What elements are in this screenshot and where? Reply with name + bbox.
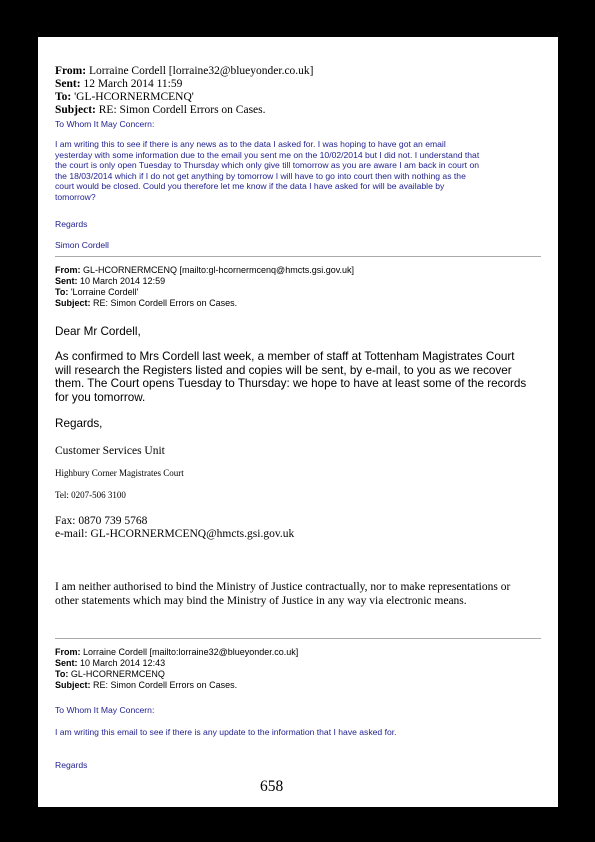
email1-body: I am writing this to see if there is any news as to the data I asked for. I was hoping to have got an email yesterday with some information due to the email you sent me on the 10/02/2014 but I did not. I understand that the court is only open Tuesday to Thursday which only give till tomorrow as you are aware I am back in court on the 18/03/2014 which if I do not get anything by tomorrow I will have to go into court then with nothing as the court would be closed. Could you therefore let me know if the data I have asked for will be available by tomorrow?: [55, 139, 480, 202]
email3-from-line: From: Lorraine Cordell [mailto:lorraine32@blueyonder.co.uk]: [55, 647, 299, 657]
email2-body: As confirmed to Mrs Cordell last week, a member of staff at Tottenham Magistrates Court will research the Registers listed and copies will be sent, by e-mail, to you as we recover them. The Court opens Tuesday to Thursday: we hope to have at least some of the records for you tomorrow.: [55, 350, 527, 404]
email2-salutation: Dear Mr Cordell,: [55, 325, 141, 338]
email2-to-line: To: 'Lorraine Cordell': [55, 287, 139, 297]
email3-to-line: To: GL-HCORNERMCENQ: [55, 669, 165, 679]
divider: [55, 638, 541, 639]
email1-from-line: From: Lorraine Cordell [lorraine32@blueyonder.co.uk]: [55, 65, 314, 77]
email2-unit: Customer Services Unit: [55, 445, 165, 457]
email2-sent-line: Sent: 10 March 2014 12:59: [55, 276, 166, 286]
email2-subject-line: Subject: RE: Simon Cordell Errors on Cases.: [55, 298, 238, 308]
divider: [55, 256, 541, 257]
email1-to-line: To: 'GL-HCORNERMCENQ': [55, 91, 194, 103]
email1-sent-line: Sent: 12 March 2014 11:59: [55, 78, 183, 90]
email3-sent-line: Sent: 10 March 2014 12:43: [55, 658, 166, 668]
email2-court: Highbury Corner Magistrates Court: [55, 468, 184, 478]
email2-tel: Tel: 0207-506 3100: [55, 490, 126, 500]
email1-closing: Regards: [55, 219, 88, 229]
email1-greeting: To Whom It May Concern:: [55, 119, 155, 129]
email3-body: I am writing this email to see if there is any update to the information that I have asked for.: [55, 727, 397, 737]
email2-email: e-mail: GL-HCORNERMCENQ@hmcts.gsi.gov.uk: [55, 528, 295, 540]
email1-subject-line: Subject: RE: Simon Cordell Errors on Cases.: [55, 104, 266, 116]
email2-from-line: From: GL-HCORNERMCENQ [mailto:gl-hcornermcenq@hmcts.gsi.gov.uk]: [55, 265, 355, 275]
email2-closing: Regards,: [55, 417, 103, 430]
email2-fax: Fax: 0870 739 5768: [55, 515, 148, 527]
email3-greeting: To Whom It May Concern:: [55, 705, 155, 715]
email1-signature: Simon Cordell: [55, 240, 109, 250]
page-number: 658: [260, 778, 284, 795]
email3-subject-line: Subject: RE: Simon Cordell Errors on Cases.: [55, 680, 238, 690]
document-page: [38, 37, 558, 807]
email3-closing: Regards: [55, 760, 88, 770]
email2-disclaimer: I am neither authorised to bind the Ministry of Justice contractually, nor to make representations or other statements which may bind the Ministry of Justice in any way via electronic means.: [55, 581, 511, 607]
